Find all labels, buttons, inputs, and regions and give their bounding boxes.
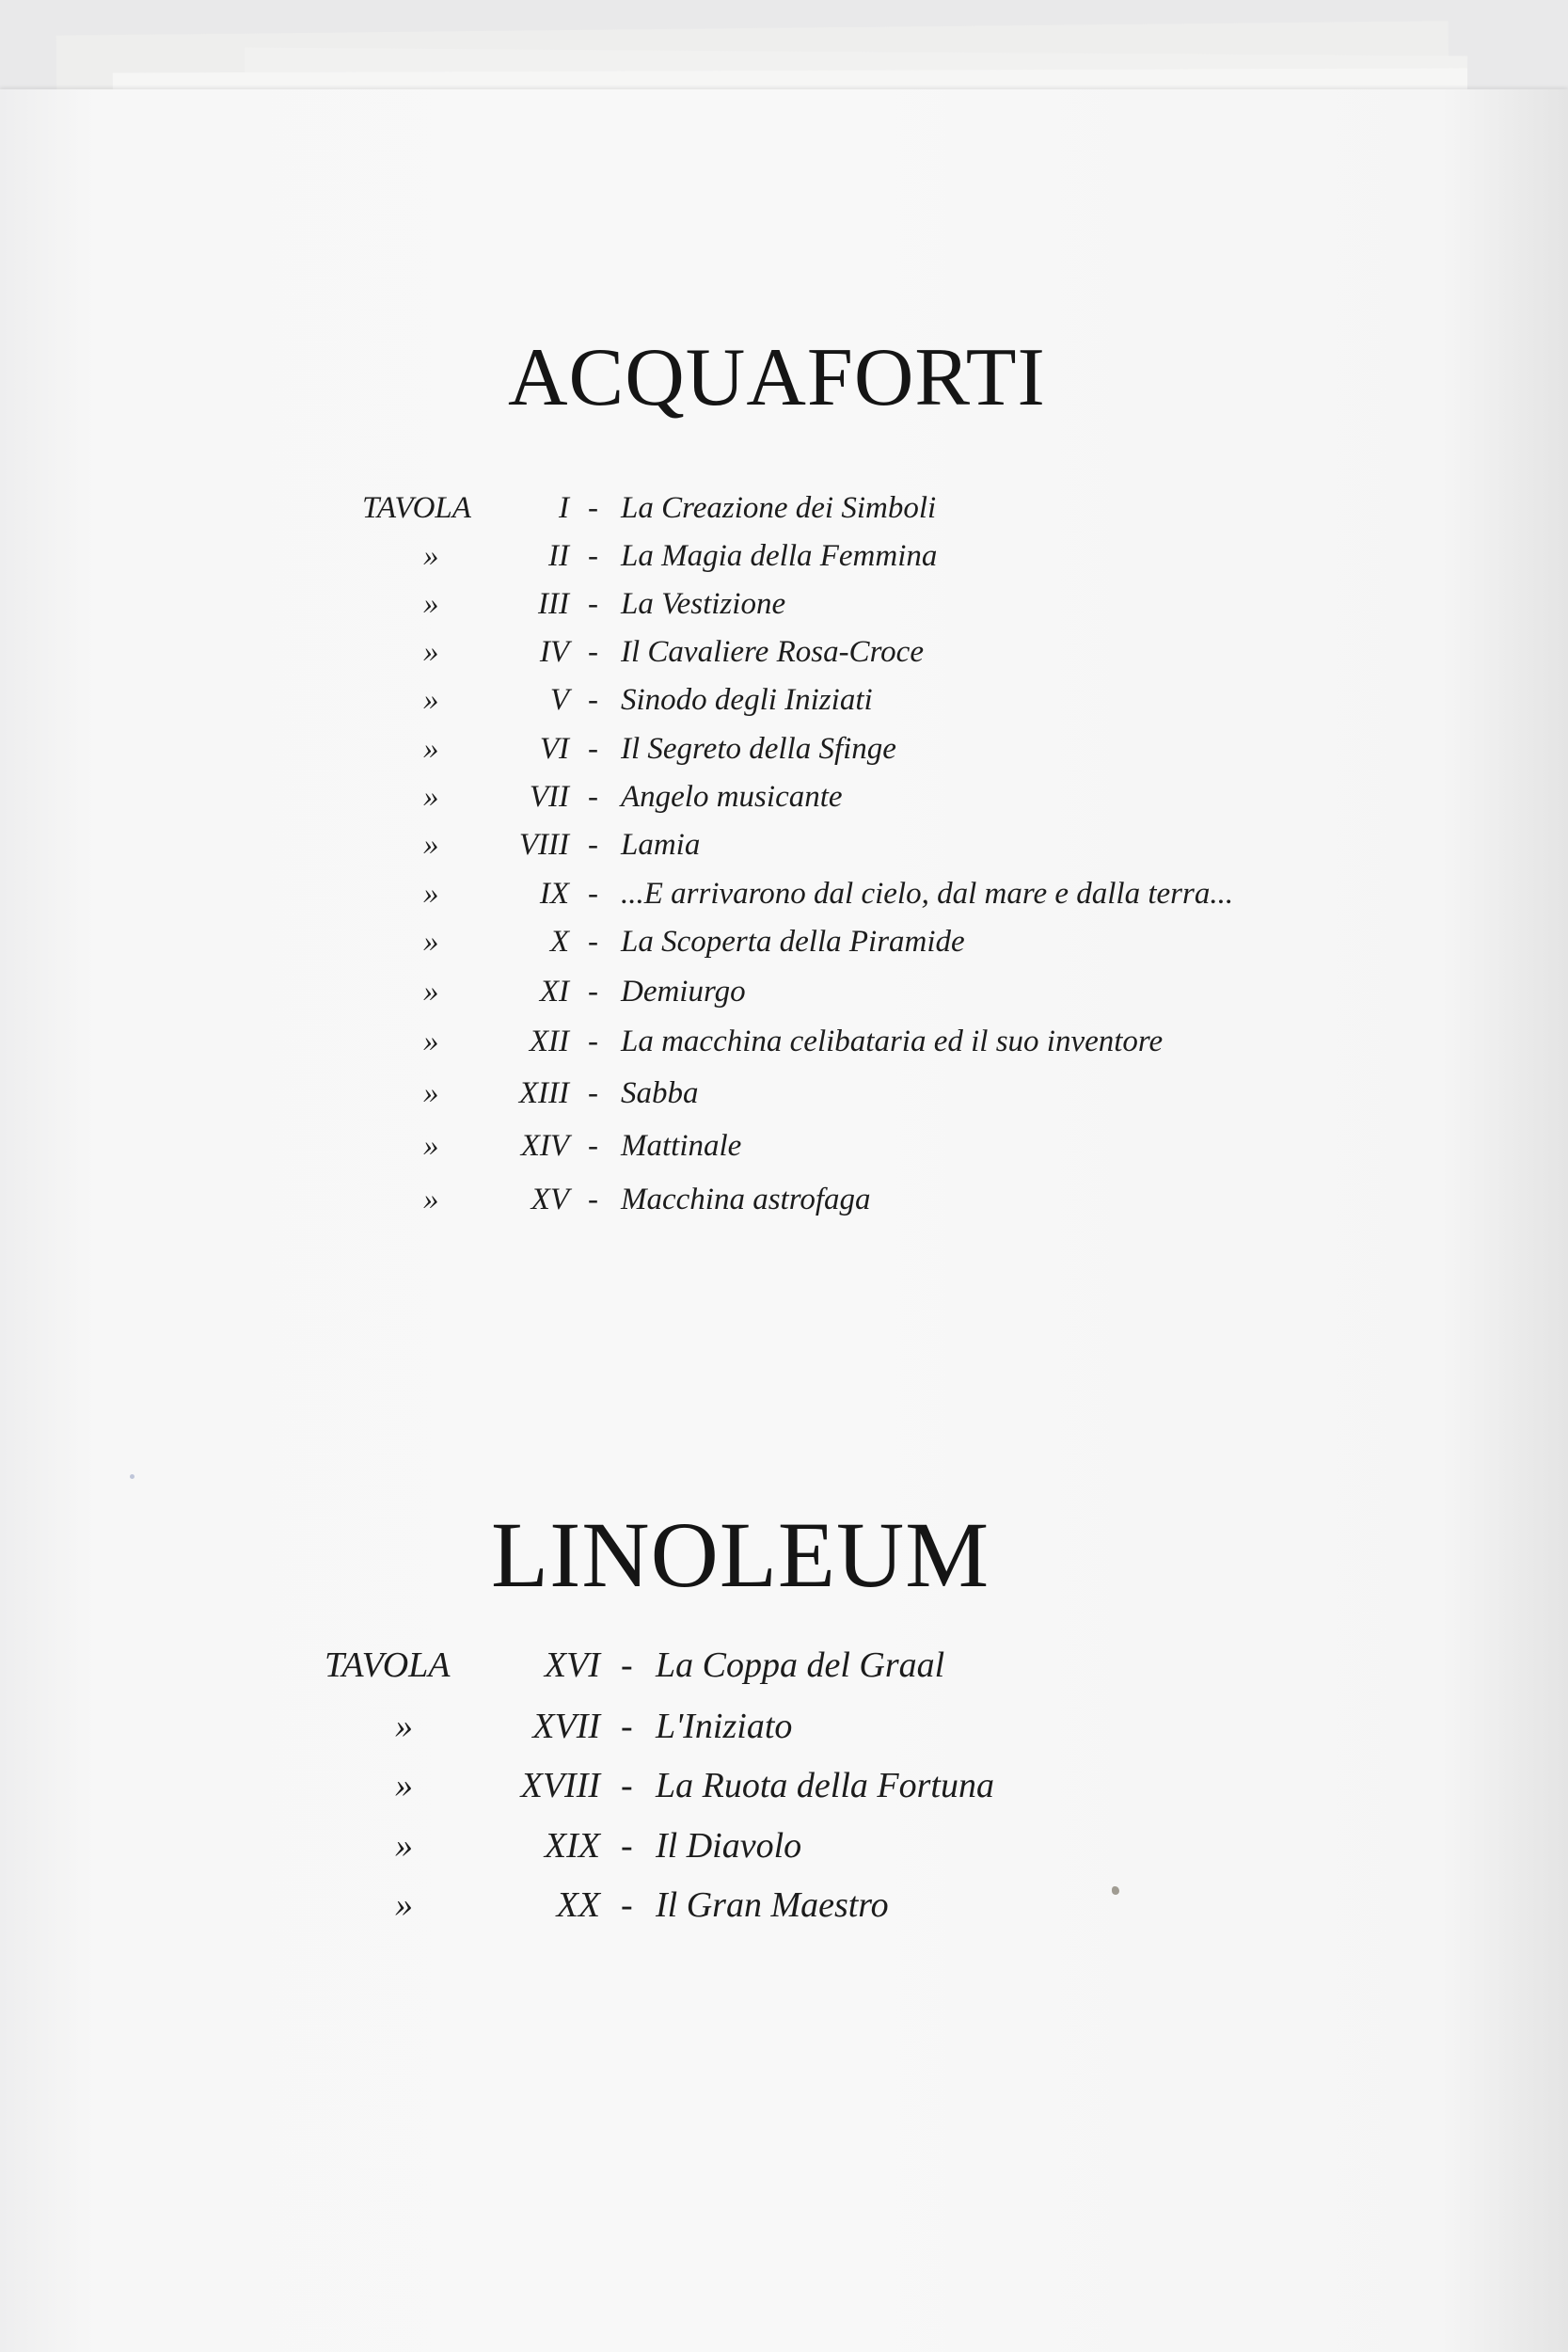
plate-title: Mattinale bbox=[621, 1129, 742, 1163]
ditto-mark: » bbox=[423, 877, 439, 911]
separator: - bbox=[621, 1766, 633, 1805]
separator: - bbox=[588, 635, 598, 669]
plate-title: Sinodo degli Iniziati bbox=[621, 683, 873, 717]
ditto-mark: » bbox=[423, 1129, 439, 1163]
plate-title: La Magia della Femmina bbox=[621, 539, 938, 573]
separator: - bbox=[588, 1076, 598, 1110]
plate-number: IV bbox=[539, 635, 569, 669]
separator: - bbox=[588, 732, 598, 766]
plate-title: La Vestizione bbox=[621, 587, 786, 621]
ditto-mark: » bbox=[423, 1183, 439, 1216]
ditto-mark: » bbox=[423, 975, 439, 1009]
catalog-page bbox=[0, 89, 1568, 2352]
section-heading-linoleum: LINOLEUM bbox=[491, 1502, 990, 1607]
ditto-mark: » bbox=[423, 780, 439, 814]
plate-number: XVIII bbox=[520, 1766, 600, 1805]
separator: - bbox=[588, 975, 598, 1009]
plate-title: La macchina celibataria ed il suo inventore bbox=[621, 1025, 1164, 1058]
plate-number: XIX bbox=[544, 1826, 600, 1866]
ditto-mark: » bbox=[423, 828, 439, 862]
plate-number: XV bbox=[531, 1183, 569, 1216]
separator: - bbox=[588, 1025, 598, 1058]
separator: - bbox=[588, 877, 598, 911]
plate-title: Il Diavolo bbox=[656, 1826, 802, 1866]
separator: - bbox=[588, 1129, 598, 1163]
plate-title: La Creazione dei Simboli bbox=[621, 491, 937, 525]
plate-title: La Coppa del Graal bbox=[656, 1645, 945, 1685]
ditto-mark: » bbox=[423, 732, 439, 766]
separator: - bbox=[588, 1183, 598, 1216]
ditto-mark: » bbox=[423, 539, 439, 573]
plate-title: L'Iniziato bbox=[656, 1707, 793, 1746]
plate-title: ...E arrivarono dal cielo, dal mare e dalla terra... bbox=[621, 877, 1234, 911]
plate-number: XVII bbox=[532, 1707, 600, 1746]
plate-number: II bbox=[548, 539, 569, 573]
plate-number: III bbox=[538, 587, 569, 621]
separator: - bbox=[621, 1826, 633, 1866]
plate-title: La Scoperta della Piramide bbox=[621, 925, 965, 959]
plate-title: Lamia bbox=[621, 828, 701, 862]
ditto-mark: » bbox=[395, 1826, 413, 1866]
plate-number: XX bbox=[556, 1885, 600, 1925]
plate-number: IX bbox=[539, 877, 569, 911]
plate-title: Sabba bbox=[621, 1076, 699, 1110]
plate-number: XII bbox=[529, 1025, 569, 1058]
plate-number: XVI bbox=[544, 1645, 600, 1685]
plate-title: Angelo musicante bbox=[621, 780, 843, 814]
plate-number: VI bbox=[539, 732, 569, 766]
separator: - bbox=[588, 925, 598, 959]
separator: - bbox=[621, 1885, 633, 1925]
section-heading-acquaforti: ACQUAFORTI bbox=[508, 332, 1046, 423]
plate-title: La Ruota della Fortuna bbox=[656, 1766, 994, 1805]
separator: - bbox=[621, 1707, 633, 1746]
ditto-mark: » bbox=[423, 1025, 439, 1058]
plate-number: X bbox=[549, 925, 569, 959]
separator: - bbox=[621, 1645, 633, 1685]
plate-number: XIII bbox=[518, 1076, 569, 1110]
plate-number: I bbox=[559, 491, 569, 525]
ditto-mark: » bbox=[395, 1707, 413, 1746]
plate-title: Il Gran Maestro bbox=[656, 1885, 889, 1925]
ditto-mark: » bbox=[423, 635, 439, 669]
separator: - bbox=[588, 828, 598, 862]
ditto-mark: » bbox=[423, 683, 439, 717]
separator: - bbox=[588, 587, 598, 621]
plate-number: V bbox=[549, 683, 569, 717]
ditto-mark: » bbox=[395, 1766, 413, 1805]
paper-speck bbox=[1112, 1886, 1119, 1895]
separator: - bbox=[588, 539, 598, 573]
ditto-mark: » bbox=[423, 1076, 439, 1110]
plate-title: Macchina astrofaga bbox=[621, 1183, 871, 1216]
paper-speck bbox=[130, 1474, 135, 1479]
plate-label: TAVOLA bbox=[362, 491, 471, 525]
plate-title: Il Cavaliere Rosa-Croce bbox=[621, 635, 924, 669]
separator: - bbox=[588, 780, 598, 814]
separator: - bbox=[588, 491, 598, 525]
plate-number: VIII bbox=[518, 828, 569, 862]
plate-number: VII bbox=[529, 780, 569, 814]
plate-label: TAVOLA bbox=[325, 1645, 451, 1685]
ditto-mark: » bbox=[423, 925, 439, 959]
plate-number: XI bbox=[539, 975, 569, 1009]
ditto-mark: » bbox=[423, 587, 439, 621]
plate-number: XIV bbox=[520, 1129, 569, 1163]
ditto-mark: » bbox=[395, 1885, 413, 1925]
separator: - bbox=[588, 683, 598, 717]
plate-title: Il Segreto della Sfinge bbox=[621, 732, 896, 766]
plate-title: Demiurgo bbox=[621, 975, 746, 1009]
